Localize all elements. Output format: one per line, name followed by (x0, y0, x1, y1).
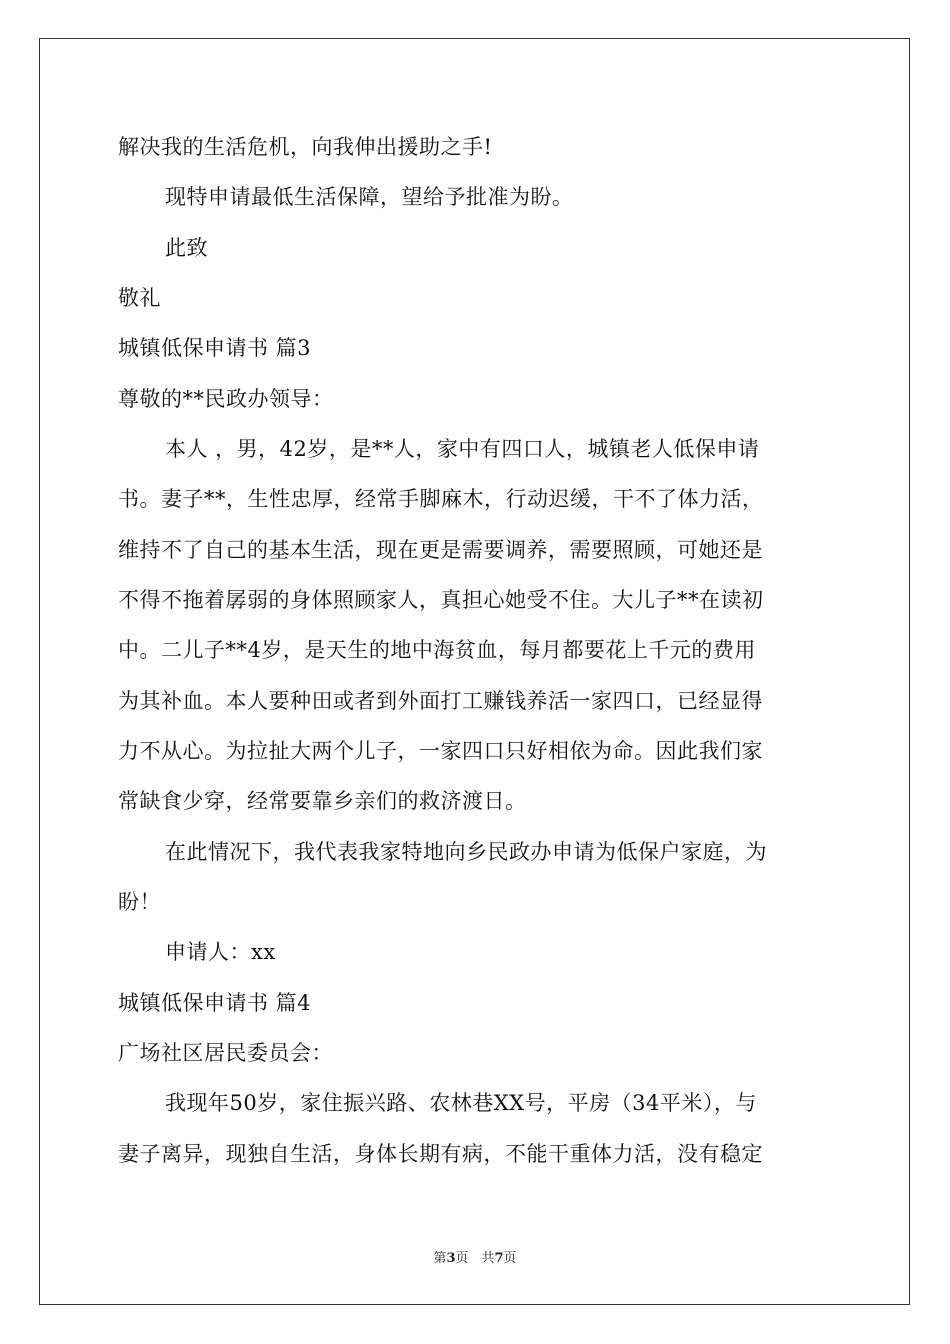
text-line: 为其补血。本人要种田或者到外面打工赚钱养活一家四口，已经显得 (118, 689, 763, 713)
page-footer (0, 1247, 950, 1266)
text-line: 书。妻子**，生性忠厚，经常手脚麻木，行动迟缓，干不了体力活， (118, 487, 764, 511)
total-page-number: 7 (494, 1251, 504, 1266)
text-line: 中。二儿子**4岁，是天生的地中海贫血，每月都要花上千元的费用 (118, 638, 756, 662)
section-heading: 城镇低保申请书 篇4 (118, 991, 312, 1015)
text-line: 维持不了自己的基本生活，现在更是需要调养，需要照顾，可她还是 (118, 538, 763, 562)
footer-prefix: 第 (433, 1251, 447, 1266)
footer-mid: 页 共 (455, 1251, 495, 1266)
current-page-number: 3 (446, 1251, 456, 1266)
text-line: 现特申请最低生活保障，望给予批准为盼。 (165, 185, 574, 209)
text-line: 不得不拖着孱弱的身体照顾家人，真担心她受不住。大儿子**在读初 (118, 588, 764, 612)
text-line: 力不从心。为拉扯大两个儿子，一家四口只好相依为命。因此我们家 (118, 739, 763, 763)
text-line: 妻子离异，现独自生活，身体长期有病，不能干重体力活，没有稳定 (118, 1142, 763, 1166)
text-line: 解决我的生活危机，向我伸出援助之手! (118, 135, 493, 159)
text-line: 我现年50岁，家住振兴路、农林巷XX号，平房（34平米），与 (165, 1091, 757, 1115)
section-heading: 城镇低保申请书 篇3 (118, 336, 312, 360)
closing-salutation: 敬礼 (118, 286, 161, 310)
salutation: 尊敬的**民政办领导： (118, 387, 334, 411)
text-line: 盼！ (118, 890, 161, 914)
salutation: 广场社区居民委员会： (118, 1041, 333, 1065)
applicant-line: 申请人：xx (165, 940, 276, 964)
text-line: 在此情况下，我代表我家特地向乡民政办申请为低保户家庭，为 (165, 840, 767, 864)
text-line: 此致 (165, 236, 208, 260)
footer-suffix: 页 (503, 1251, 517, 1266)
text-line: 本人 ，男，42岁，是**人，家中有四口人，城镇老人低保申请 (165, 437, 760, 461)
text-line: 常缺食少穿，经常要靠乡亲们的救济渡日。 (118, 789, 527, 813)
